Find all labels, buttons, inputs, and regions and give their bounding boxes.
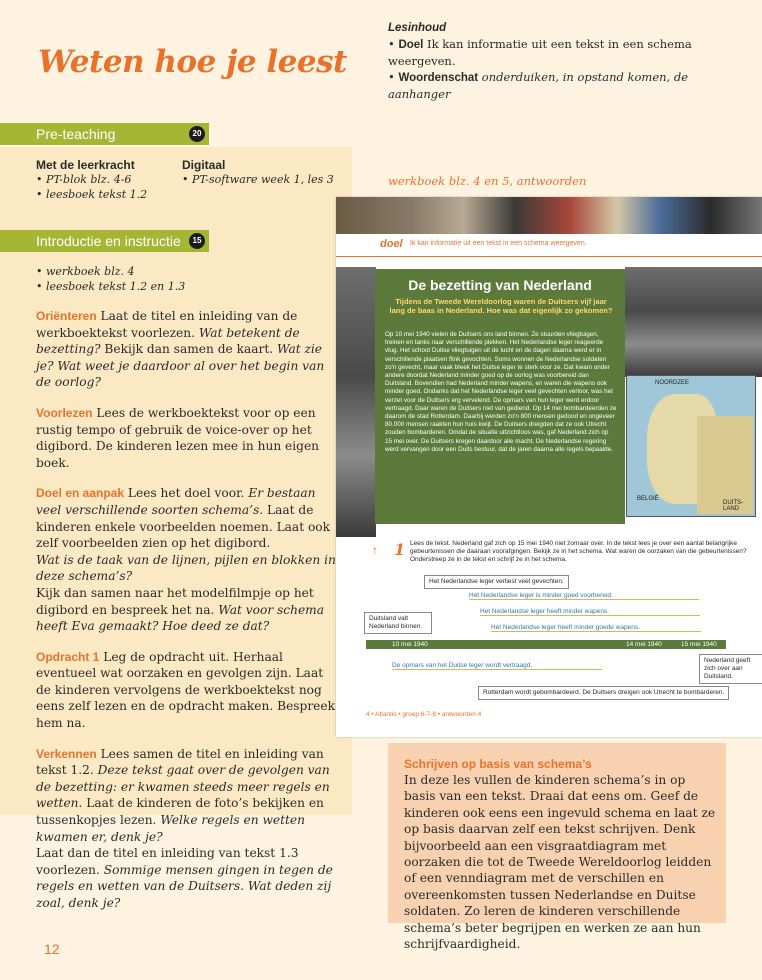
text: Laat de titel en inleiding van de werkboektekst voorlezen. [36,309,298,340]
diagram-box: Nederland geeft zich over aan Duitsland. [699,654,762,684]
col-heading: Digitaal [182,158,226,172]
war-photo-right [625,267,762,377]
diagram-answer: Het Nederlandse leger heeft minder goede wapens. [491,624,701,632]
verkennen-paragraph [36,746,336,912]
text: Deze tekst gaat over de gevolgen van de bezetting: er kwamen steeds meer regels en wetten. [36,763,330,811]
tip-box [388,743,726,952]
item-text: Ik kan informatie uit een tekst in een schema weergeven. [388,37,692,68]
keyword: Oriënteren [36,309,97,323]
preteaching-header [0,123,209,145]
workbook-page-image [336,197,762,737]
keyword: Verkennen [36,746,97,761]
text: Wat zie je? Wat weet je daardoor al over het begin van de oorlog? [36,342,325,390]
intro-label: Introductie en instructie [36,233,181,249]
page-title: Weten hoe je leest [38,44,347,80]
text: Laat de kinderen de foto’s bekijken en tussenkopjes lezen. [36,796,324,828]
text: Wat betekent de bezetting? [36,325,300,357]
item-bold: Doel [398,39,424,51]
tip-text: In deze les vullen de kinderen schema’s in op basis van een tekst. Draai dat eens om. Geef de kinderen ook eens een ingevuld schema en laat ze op basis daarvan zelf een tekst schrijven. Denk bijvoorbeeld aan een visgraatdiagram met oorzaken die tot de Tweede Wereldoorlog leidden of een venndiagram met de verschillen en overeenkomsten tussen Nederlandse en Duitse soldaten. Zo leren de kinderen verschillende schema’s beter begrijpen en werken ze aan hun schrijfvaardigheid. [404,773,716,952]
map-label: DUITS- LAND [723,500,743,512]
doel-text: Ik kan informatie uit een tekst in een schema weergeven. [410,240,587,247]
question-number: 1 [394,540,406,559]
item-text: onderduiken, in opstand komen, de aanhanger [388,70,689,101]
text: Leg de opdracht uit. Herhaal eventueel wat oorzaken en gevolgen zijn. Laat de kinderen vervolgens de werkboektekst nog eens zelf lezen en de opdracht maken. Bespreek hem na. [36,649,335,731]
timeline-label: 14 mei 1940 [626,641,662,648]
list-item: • PT-blok blz. 4-6 [36,173,132,186]
page-number: 12 [44,941,60,957]
text: Lees samen de titel en inleiding van tekst 1.2. [36,746,324,778]
lesinhoud [388,20,748,102]
intro-header [0,230,209,252]
article-text: Op 10 mei 1940 vielen de Duitsers ons land binnen. Ze stuurden vliegtuigen, treinen en tanks naar verschillende plekken. Het Nederlandse leger reageerde vlug. Het schoot Duitse vliegtuigen uit de lucht en de dagen daarna werd er in verschillende plaatsen flink gevochten. Soms wonnen de Nederlandse soldaten zo'n gevecht, maar vaak bleek het Duitse leger te sterk voor ze. Dat kwam onder andere doordat Nederland minder goed op de oorlog was voorbereid dan Duitsland. Bovendien had Nederland minder wapens, en waren die wapens ook minder goed. Ondanks dat het Nederlandse leger veel gevechten verloor, was het verzet voor de Duitsers erg vervelend. De opmars van hun leger werd erdoor vertraagd. Daar waren de Duitsers niet van gediend. Op 14 mei bombardeerden ze daarom de stad Rotterdam. Daarbij werden zo'n 800 mensen gedood en ongeveer 80.000 mensen raakten hun huis kwijt. De Duitsers dreigden dat ze ook Utrecht zouden bombarderen. Omdat de situatie uitzichtloos was, gaf Nederland zich op 15 mei over. De Duitsers kregen daardoor alle macht. De Nederlandse regering werd vervangen door een Duits bestuur, dat de jaren daarna alle regels bepaalde. [385,331,617,453]
diagram-answer: Het Nederlandse leger is minder goed voorbereid. [469,592,699,600]
text: Sommige mensen gingen in tegen de regels en wetten van de Duitsers. Wat deden zij zoal, denk je? [36,862,333,910]
tip-title: Schrijven op basis van schema’s [404,757,592,771]
article-title: De bezetting van Nederland [408,277,592,293]
article-intro: Tijdens de Tweede Wereldoorlog waren de Duitsers vijf jaar lang de baas in Nederland. Hoe was dat eigenlijk zo gekomen? [389,297,613,315]
preteaching-col-teacher [36,158,186,202]
workbook-footer: 4 • Atlantis • groep 6-7-8 • antwoorden 4 [366,711,482,718]
diagram-answer: Het Nederlandse leger heeft minder wapens. [480,608,700,616]
doel-paragraph [36,485,336,634]
list-item: • leesboek tekst 1.2 [36,188,148,201]
text: Bekijk dan samen de kaart. [100,342,277,357]
doel-bar [336,234,762,257]
voorlezen-paragraph [36,405,336,471]
clock-badge-icon: 20 [189,126,205,142]
doel-label: doel [380,238,403,250]
list-item: • werkboek blz. 4 [36,265,135,278]
keyword: Doel en aanpak [36,486,125,501]
text: Lees de werkboektekst voor op een rustig tempo of gebruik de voice-over op het digibord. De kinderen lezen mee in hun eigen boek. [36,405,320,470]
text: Laat de kinderen enkele voorbeelden noemen. Laat ook zelf voorbeelden zien op het digibord. [36,502,331,551]
arrow-up-icon: ↑ [372,543,378,557]
text: Wat voor schema heeft Eva gemaakt? Hoe deed ze dat? [36,602,324,634]
lesinhoud-item: • Doel Ik kan informatie uit een tekst in een schema weergeven. [388,37,692,68]
col-heading: Met de leerkracht [36,158,135,172]
question-text: Lees de tekst. Nederland gaf zich op 15 mei 1940 niet zomaar over. In de tekst lees je over een aantal belangrijke gebeurtenissen die daaraan voorafgingen. Bekijk ze in het schema. Wat waren de oorzaken van die gebeurtenissen? Onderstreep ze in de tekst en schrijf ze in het schema. [410,540,747,563]
war-photo-left [336,267,376,537]
teacher-column [0,0,352,980]
list-item: • PT-software week 1, les 3 [182,173,334,186]
keyword: Voorlezen [36,405,93,420]
map-label: NOORDZEE [655,380,690,386]
opdracht-paragraph [36,649,336,732]
map-label: BELGIË [637,496,659,502]
text: Laat dan de titel en inleiding van tekst 1.3 voorlezen. [36,846,299,877]
diagram-answer: De opmars van het Duitse leger wordt vertraagd. [392,662,602,670]
lesinhoud-item: • Woordenschat onderduiken, in opstand komen, de aanhanger [388,70,689,101]
text: Welke regels en wetten kwamen er, denk je? [36,813,305,844]
preteaching-col-digital [182,158,342,187]
photo-strip [336,197,762,234]
keyword: Opdracht 1 [36,649,100,664]
lesinhoud-heading: Lesinhoud [388,22,447,34]
orienteren-paragraph [36,308,336,391]
text: Kijk dan samen naar het modelfilmpje op het digibord en bespreek het na. [36,585,314,617]
article-box [375,269,625,524]
clock-badge-icon: 15 [189,233,205,249]
timeline-label: 10 mei 1940 [392,641,428,648]
timeline-label: 15 mei 1940 [681,641,717,648]
workbook-reference: werkboek blz. 4 en 5, antwoorden [388,174,587,188]
text: Lees het doel voor. [124,486,249,501]
list-item: • leesboek tekst 1.2 en 1.3 [36,280,186,293]
diagram-box: Het Nederlandse leger verliest veel gevechten. [424,575,569,589]
diagram-box: Duitsland valt Nederland binnen. [364,612,432,634]
text: Wat is de taak van de lijnen, pijlen en blokken in deze schema’s? [36,552,336,584]
netherlands-map [626,375,756,517]
intro-body [36,264,336,926]
text: Er bestaan veel verschillende soorten schema’s. [36,486,316,517]
diagram-box: Rotterdam wordt gebombardeerd. De Duitsers dreigen ook Utrecht te bombarderen. [478,686,729,700]
item-bold: Woordenschat [398,72,479,84]
preteaching-label: Pre-teaching [36,126,116,142]
